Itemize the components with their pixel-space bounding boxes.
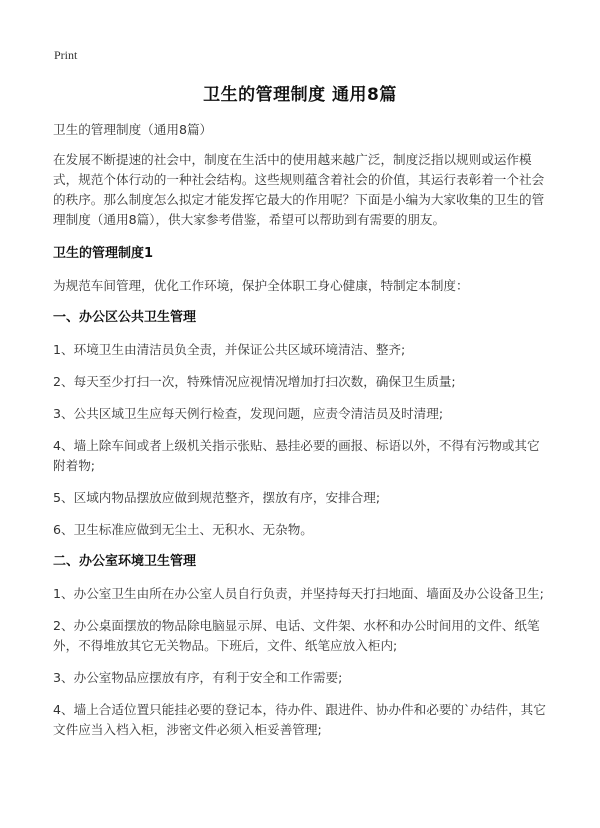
print-link[interactable]: Print <box>54 48 78 62</box>
list-item: 2、每天至少打扫一次，特殊情况应视情况增加打扫次数，确保卫生质量; <box>53 374 456 389</box>
section-heading: 卫生的管理制度1 <box>53 246 154 261</box>
article-subtitle: 卫生的管理制度（通用8篇） <box>53 122 213 137</box>
list-item: 5、区域内物品摆放应做到规范整齐，摆放有序，安排合理; <box>53 490 381 505</box>
section-lead: 为规范车间管理，优化工作环境，保护全体职工身心健康，特制定本制度： <box>53 278 469 293</box>
list-item: 3、办公室物品应摆放有序，有利于安全和工作需要; <box>53 670 343 685</box>
list-item: 1、环境卫生由清洁员负全责，并保证公共区域环境清洁、整齐; <box>53 342 406 357</box>
page-title: 卫生的管理制度 通用8篇 <box>203 85 397 105</box>
list-item: 1、办公室卫生由所在办公室人员自行负责，并坚持每天打扫地面、墙面及办公设备卫生; <box>53 586 544 601</box>
part2-heading: 二、办公室环境卫生管理 <box>53 554 197 569</box>
list-item: 4、墙上除车间或者上级机关指示张贴、悬挂必要的画报、标语以外，不得有污物或其它附着物; <box>53 438 540 473</box>
part1-heading: 一、办公区公共卫生管理 <box>53 310 197 325</box>
list-item: 3、公共区域卫生应每天例行检查，发现问题，应责令清洁员及时清理; <box>53 406 444 421</box>
list-item: 6、卫生标准应做到无尘土、无积水、无杂物。 <box>53 522 313 537</box>
article-body <box>53 120 550 752</box>
intro-paragraph: 在发展不断提速的社会中，制度在生活中的使用越来越广泛，制度泛指以规则或运作模式，规范个体行动的一种社会结构。这些规则蕴含着社会的价值，其运行表彰着一个社会的秩序。那么制度怎么拟定才能发挥它最大的作用呢？下面是小编为大家收集的卫生的管理制度（通用8篇），供大家参考借鉴，希望可以帮助到有需要的朋友。 <box>53 152 545 227</box>
list-item: 4、墙上合适位置只能挂必要的登记本，待办件、跟进件、协办件和必要的`办结件，其它文件应当入档入柜，涉密文件必须入柜妥善管理; <box>53 702 546 737</box>
list-item: 2、办公桌面摆放的物品除电脑显示屏、电话、文件架、水杯和办公时间用的文件、纸笔外，不得堆放其它无关物品。下班后，文件、纸笔应放入柜内; <box>53 618 540 653</box>
